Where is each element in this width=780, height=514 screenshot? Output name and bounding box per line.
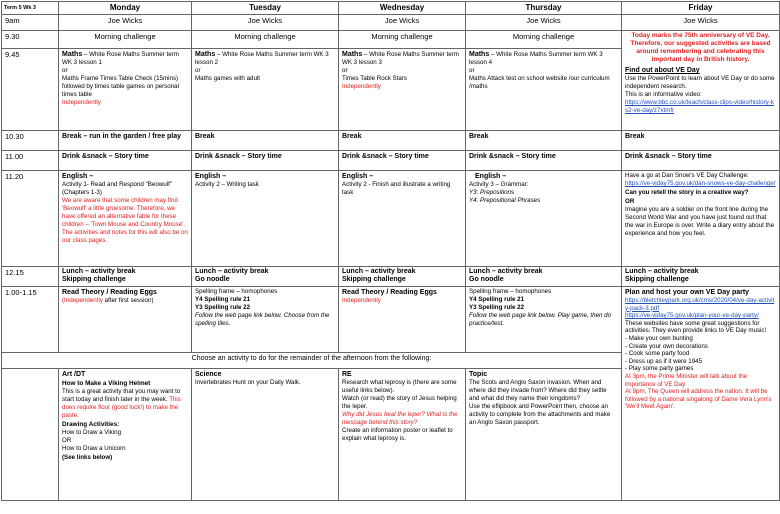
day-friday: Friday — [622, 2, 780, 15]
spelling-instructions: Follow the web page link below. Play game, then do practice/test. — [469, 312, 612, 327]
cell-snack: Drink &snack – Story time — [339, 151, 466, 171]
time-cell: 9.45 — [2, 49, 59, 131]
cell-break: Break — [622, 131, 780, 151]
time-cell: 9am — [2, 15, 59, 31]
cell-thu-maths — [466, 49, 622, 131]
cell-snack: Drink &snack – Story time — [59, 151, 192, 171]
cell-snack: Drink &snack – Story time — [192, 151, 339, 171]
science-text: Invertebrates Hunt on your Daily Walk. — [195, 379, 301, 386]
independent-note: Independently — [62, 99, 101, 106]
dan-snow-text: Have a go at Dan Snow's VE Day Challenge: — [625, 172, 749, 179]
term-label: Term 5 Wk 3 — [2, 2, 59, 15]
maths-text: – White Rose Maths Summer term WK 3 lesson 3 — [342, 51, 459, 66]
cell-tue-spelling — [192, 287, 339, 353]
maths-title: Maths — [469, 51, 490, 58]
time-cell: 9.30 — [2, 31, 59, 49]
time-cell: 11.20 — [2, 171, 59, 267]
lunch-activity: Skipping challenge — [625, 276, 689, 283]
reading-title: Read Theory / Reading Eggs — [62, 289, 157, 296]
bletchley-link[interactable]: https://bletchleypark.org.uk/cms/2020/04/ve-day-activity-pack-3.pdf — [625, 297, 775, 312]
spelling-frame: Spelling frame – homophones — [195, 288, 278, 295]
cell-friday-ve — [622, 31, 780, 131]
cell-joe-wicks: Joe Wicks — [466, 15, 622, 31]
cell-lunch — [622, 267, 780, 287]
cell-break: Break — [466, 131, 622, 151]
grammar-y3: Y3: Prepositions — [469, 189, 515, 196]
dan-snow-link[interactable]: https://ve-vjday75.gov.uk/dan-snows-ve-day-challenge/ — [625, 180, 776, 187]
cell-morning-challenge: Morning challenge — [339, 31, 466, 49]
retell-question: Can you retell the story in a creative way? — [625, 189, 749, 196]
cell-morning-challenge: Morning challenge — [466, 31, 622, 49]
maths-text: – White Rose Maths Summer term WK 3 lesson 1 — [62, 51, 179, 66]
y3-rule: Y3 Spelling rule 22 — [469, 304, 525, 311]
science-title: Science — [195, 371, 222, 378]
cell-wed-re — [339, 369, 466, 501]
bbc-video-link[interactable]: https://www.bbc.co.uk/teach/class-clips-video/history-ks2-ve-day/z7xtmfr — [625, 99, 774, 114]
party-bullet: - Make your own bunting — [625, 334, 693, 342]
lunch-activity: Go noodle — [469, 276, 504, 283]
re-text2: Watch (or read) the story of Jesus helping the leper. — [342, 395, 457, 410]
cell-snack: Drink &snack – Story time — [622, 151, 780, 171]
lunch-label: Lunch – activity break — [62, 268, 136, 275]
or-text: or — [62, 67, 68, 74]
cell-joe-wicks: Joe Wicks — [339, 15, 466, 31]
party-bullet: - Cook some party food — [625, 350, 690, 358]
row-1215 — [2, 267, 780, 287]
art-title: Art /DT — [62, 371, 86, 378]
spelling-frame: Spelling frame – homophones — [469, 288, 552, 295]
y4-rule: Y4 Spelling rule 21 — [195, 296, 251, 303]
cell-joe-wicks: Joe Wicks — [622, 15, 780, 31]
cell-break: Break – run in the garden / free play — [59, 131, 192, 151]
draw-viking: How to Draw a Viking — [62, 429, 122, 436]
ve-anniversary-note: Today marks the 75th anniversary of VE Day. Therefore, our suggested activities are based around remembering and celebrating this important day in British history. — [630, 32, 771, 63]
beowulf-note: We are aware that some children may find 'Beowulf' a little gruesome. Therefore, we have offered an alternative fable for these children – 'Town Mouse and Country Mouse'. The activities and notes for this will also be on our class pages. — [62, 197, 188, 244]
reading-note: after first session) — [102, 297, 154, 304]
party-text: These websites have some great suggestions for activities. They even provide links to VE Day music! — [625, 319, 767, 335]
lunch-label: Lunch – activity break — [342, 268, 416, 275]
y4-rule: Y4 Spelling rule 21 — [469, 296, 525, 303]
maths-text: – White Rose Maths Summer term WK 3 lesson 2 — [195, 51, 329, 66]
cell-tue-science — [192, 369, 339, 501]
independent-note: (Independently — [62, 297, 103, 304]
or-text: OR — [625, 198, 635, 205]
day-thursday: Thursday — [466, 2, 622, 15]
draw-unicorn: How to Draw a Unicorn — [62, 445, 126, 452]
english-text: Activity 2 - Finish and illustrate a writing task — [342, 181, 451, 196]
lunch-label: Lunch – activity break — [625, 268, 699, 275]
independent-note: Independently — [342, 83, 381, 90]
cell-thu-topic — [466, 369, 622, 501]
re-question: Why did Jesus heal the leper? What is the message behind this story? — [342, 411, 458, 426]
day-wednesday: Wednesday — [339, 2, 466, 15]
cell-lunch — [339, 267, 466, 287]
maths-title: Maths — [195, 51, 216, 58]
topic-text: The Scots and Anglo Saxon invasion. When and where did they invade from? Where did they settle and what did they name their kingdoms? — [469, 379, 607, 402]
re-text3: Create an information poster or leaflet to explain what leprosy is. — [342, 427, 453, 442]
y3-rule: Y3 Spelling rule 22 — [195, 304, 251, 311]
time-cell: 12.15 — [2, 267, 59, 287]
diary-task: Imagine you are a soldier on the front line during the Second World War and you have just found out that the war in Europe is over. Write a diary entry about the experience and how you feel. — [625, 206, 775, 237]
art-text: This is a great activity that you may want to start today and finish later in the week. — [62, 388, 181, 403]
maths-title: Maths — [62, 51, 83, 58]
day-tuesday: Tuesday — [192, 2, 339, 15]
row-1030 — [2, 131, 780, 151]
or-text: or — [469, 67, 475, 74]
cell-wed-reading — [339, 287, 466, 353]
english-text: Activity 1- Read and Respond "Beowulf" (Chapters 1-3) — [62, 181, 172, 196]
row-100 — [2, 287, 780, 353]
lunch-label: Lunch – activity break — [195, 268, 269, 275]
fri-945-title: Find out about VE Day — [625, 67, 700, 74]
cell-mon-art — [59, 369, 192, 501]
cell-mon-maths — [59, 49, 192, 131]
queen-note: At 9pm, The Queen will address the nation. It will be followed by a national singalong of Dame Vera Lynn's 'We'll Meet Again'. — [625, 388, 772, 411]
maths-text2: Times Table Rock Stars — [342, 75, 407, 82]
topic-text2: Use the eflipbook and PowerPoint then, choose an activity to complete from the attachments and make an Anglo Saxon passport. — [469, 403, 611, 426]
party-bullet: - Play some party games — [625, 365, 694, 373]
lunch-label: Lunch – activity break — [469, 268, 543, 275]
maths-text2: Maths Frame Times Table Check (15mins) followed by times table games on personal times table — [62, 75, 179, 98]
pm-note: At 3pm, the Prime Minister will talk about the importance of VE Day — [625, 372, 748, 388]
row-9am — [2, 15, 780, 31]
cell-thu-english — [466, 171, 622, 267]
english-text: Activity 2 – Writing task — [195, 181, 259, 188]
cell-lunch — [192, 267, 339, 287]
party-bullet: - Create your own decorations — [625, 342, 708, 350]
see-links: (See links below) — [62, 454, 113, 461]
cell-mon-english — [59, 171, 192, 267]
timetable — [1, 1, 780, 501]
english-title: English – — [475, 173, 507, 180]
maths-text2: Maths Attack test on school website /our curriculum /maths — [469, 75, 610, 90]
party-plan-link[interactable]: https://ve-vjday75.gov.uk/plan-your-ve-day-party/ — [625, 312, 759, 320]
fri-945-text: Use the PowerPoint to learn about VE Day or do some independent research. — [625, 75, 775, 90]
day-monday: Monday — [59, 2, 192, 15]
maths-text2: Maths games with adult — [195, 75, 260, 82]
cell-morning-challenge: Morning challenge — [192, 31, 339, 49]
party-title: Plan and host your own VE Day party — [625, 289, 750, 296]
cell-joe-wicks: Joe Wicks — [192, 15, 339, 31]
cell-mon-reading — [59, 287, 192, 353]
party-bullet: - Dress up as if it were 1945 — [625, 357, 703, 365]
english-title: English – — [62, 173, 94, 180]
maths-text: – White Rose Maths Summer term WK 3 lesson 4 — [469, 51, 603, 66]
reading-title: Read Theory / Reading Eggs — [342, 289, 437, 296]
choose-activity-banner: Choose an activity to do for the remainder of the afternoon from the following: — [2, 353, 622, 369]
lunch-activity: Go noodle — [195, 276, 230, 283]
cell-wed-maths — [339, 49, 466, 131]
cell-break: Break — [192, 131, 339, 151]
drawing-title: Drawing Activities: — [62, 421, 120, 428]
grammar-y4: Y4: Prepositional Phrases — [469, 197, 541, 204]
english-title: English – — [342, 173, 374, 180]
row-1120 — [2, 171, 780, 267]
lunch-activity: Skipping challenge — [62, 276, 126, 283]
cell-lunch — [59, 267, 192, 287]
header-row — [2, 2, 780, 15]
english-text: Activity 3 – Grammar: — [469, 181, 529, 188]
cell-break: Break — [339, 131, 466, 151]
spelling-instructions: Follow the web page link below. Choose from the spelling tiles. — [195, 312, 330, 327]
fri-945-text2: This is an informative video: — [625, 91, 702, 98]
cell-wed-english — [339, 171, 466, 267]
re-title: RE — [342, 371, 352, 378]
cell-fri-party — [622, 287, 780, 501]
lunch-activity: Skipping challenge — [342, 276, 406, 283]
flour-note: This does require flour (good luck!) to make the paste. — [62, 396, 181, 419]
time-cell: 10.30 — [2, 131, 59, 151]
empty-time-cell — [2, 369, 59, 501]
or-text: or — [342, 67, 348, 74]
cell-joe-wicks: Joe Wicks — [59, 15, 192, 31]
row-1100 — [2, 151, 780, 171]
time-cell: 11.00 — [2, 151, 59, 171]
or-text: or — [195, 67, 201, 74]
cell-tue-maths — [192, 49, 339, 131]
row-930 — [2, 31, 780, 49]
maths-title: Maths — [342, 51, 363, 58]
cell-fri-challenge — [622, 171, 780, 267]
cell-tue-english — [192, 171, 339, 267]
english-title: English – — [195, 173, 227, 180]
time-cell: 1.00-1.15 — [2, 287, 59, 353]
cell-lunch — [466, 267, 622, 287]
or-text: OR — [62, 437, 72, 444]
independent-note: Independently — [342, 297, 381, 304]
topic-title: Topic — [469, 371, 488, 378]
viking-helmet-title: How to Make a Viking Helmet — [62, 380, 151, 387]
cell-morning-challenge: Morning challenge — [59, 31, 192, 49]
cell-snack: Drink &snack – Story time — [466, 151, 622, 171]
cell-thu-spelling — [466, 287, 622, 353]
re-text: Research what leprosy is (there are some useful links below). — [342, 379, 457, 394]
